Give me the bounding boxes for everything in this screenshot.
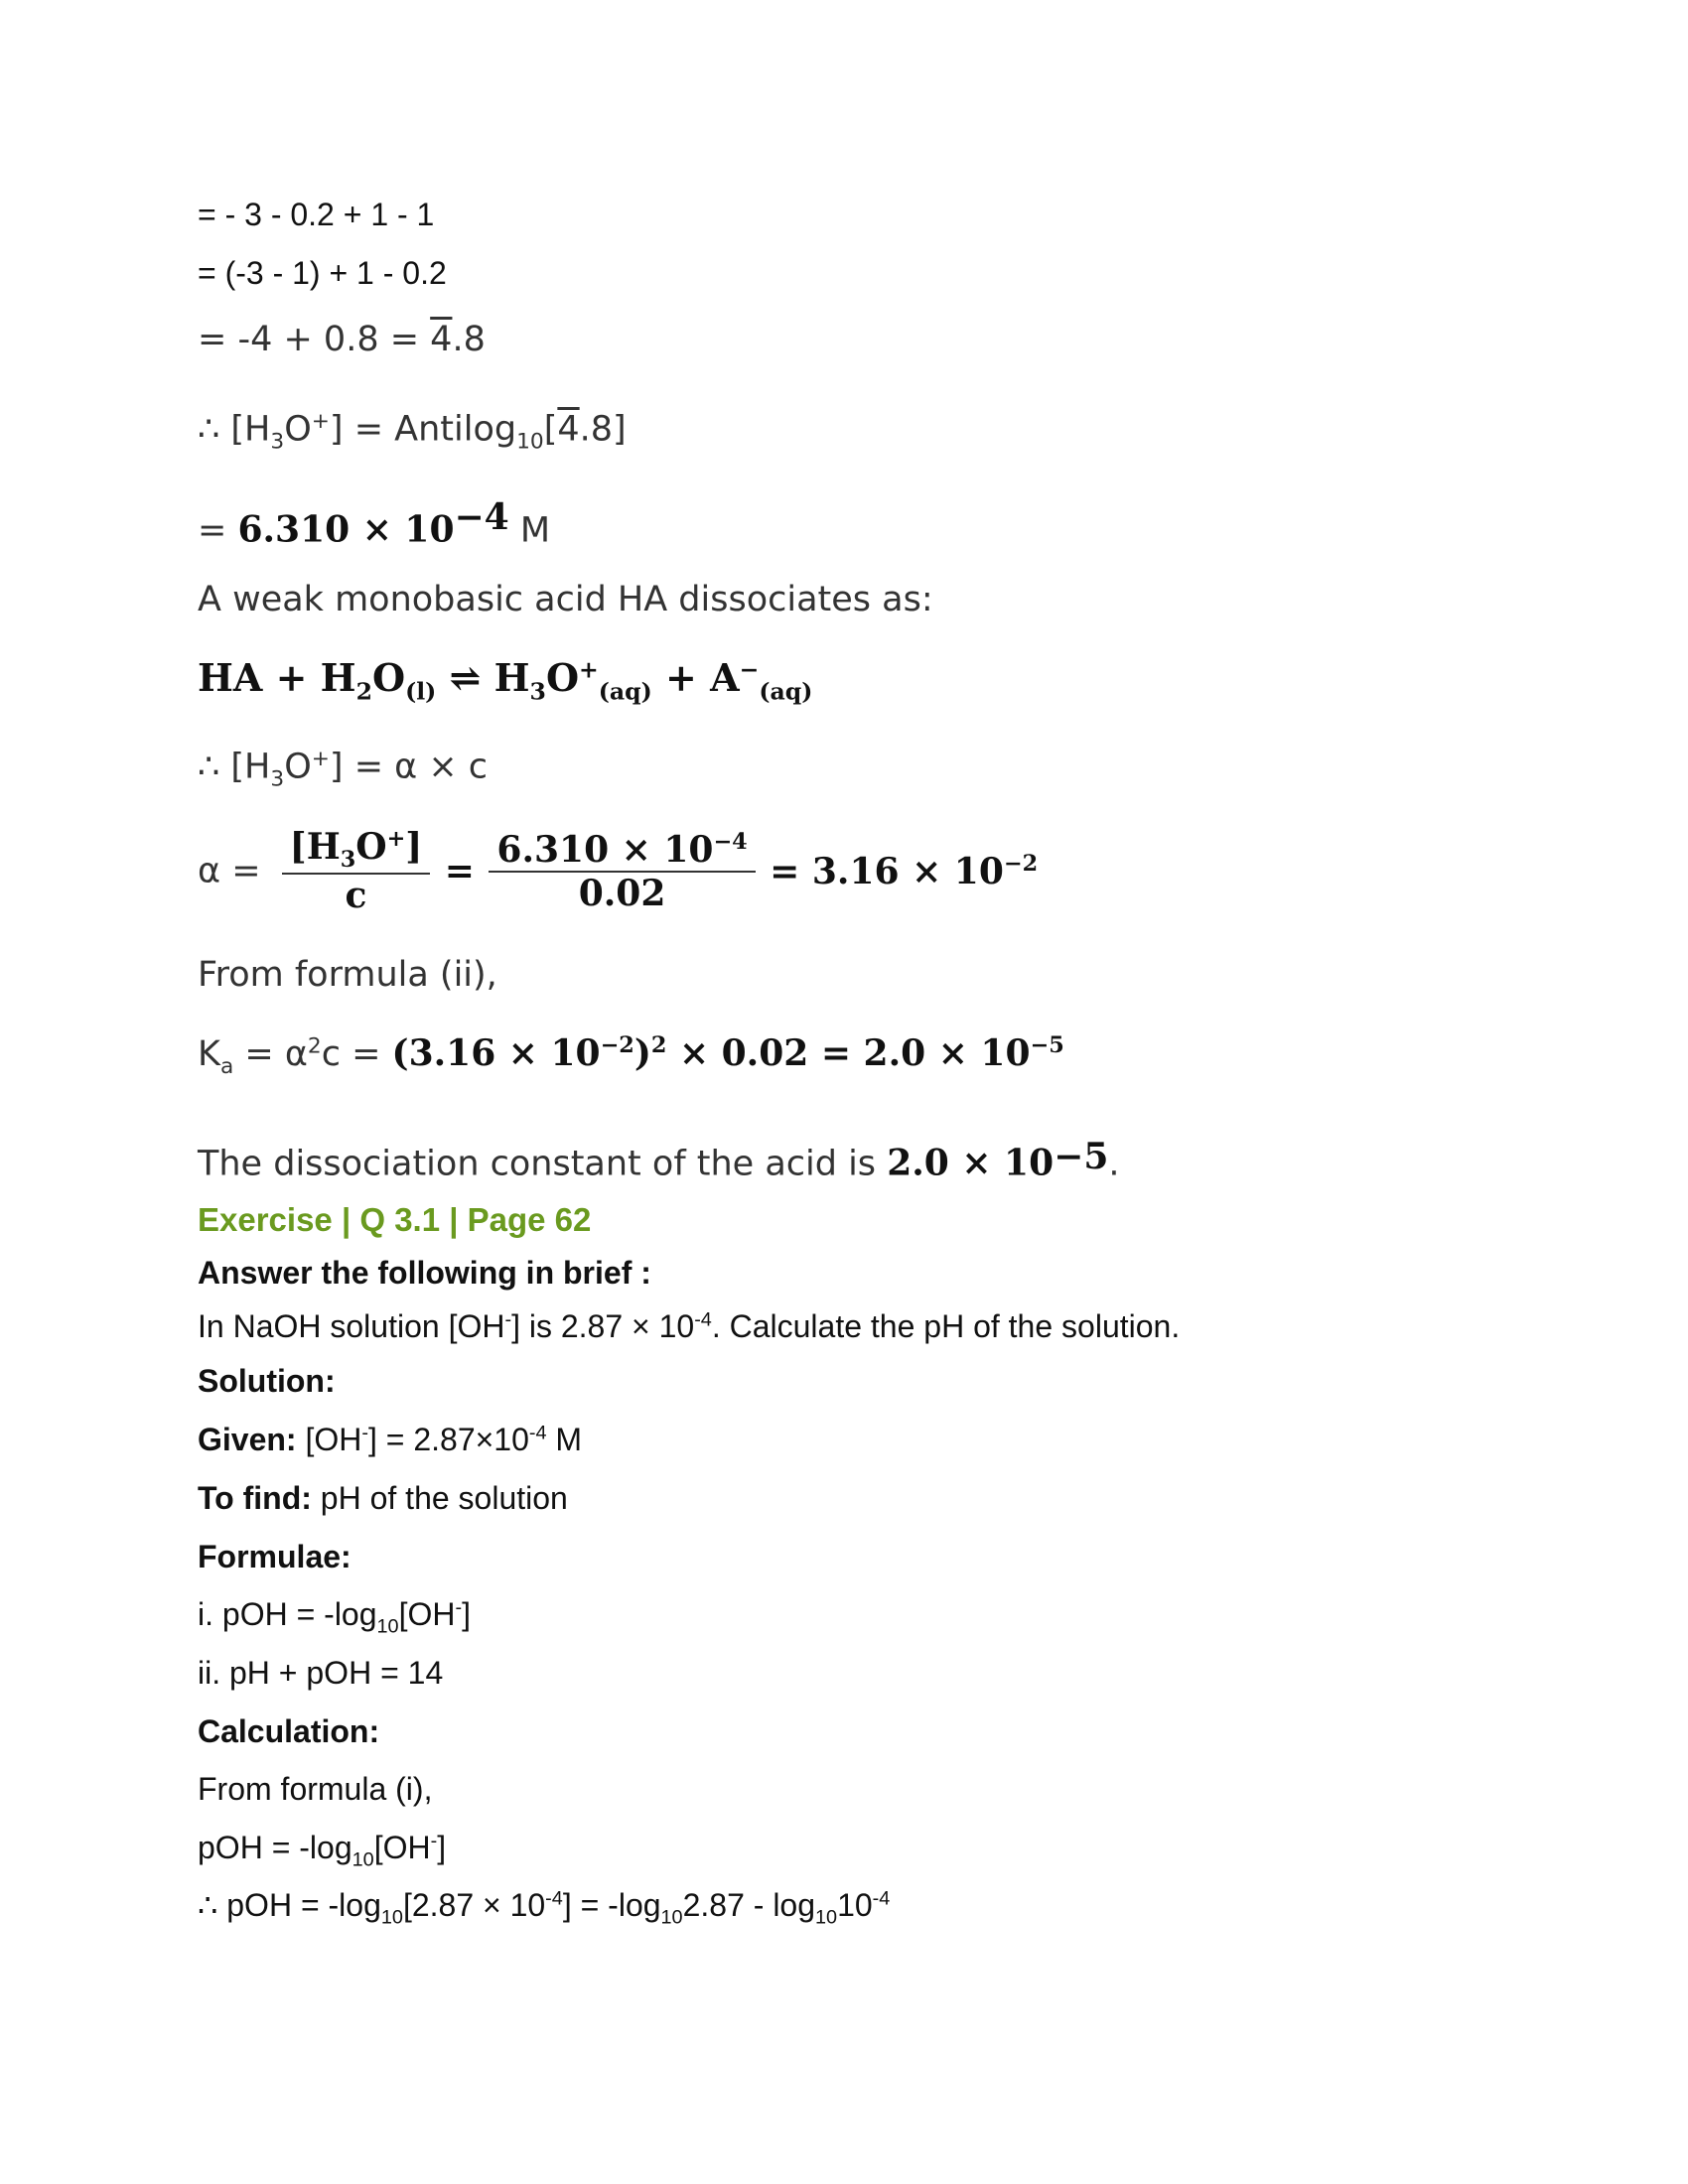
question-text: In NaOH solution [OH-] is $2.87 \times 10^{-4}$. Calculate the pH of the solution. (198, 1308, 1181, 1344)
antilog-line: ∴ $[H_3O^+]$ = Antilog$_{10}$[4.8] (198, 409, 627, 455)
from-formula-ii: From formula (ii), (198, 955, 497, 995)
h3o-alpha-line: ∴ $[H_3O^+] = \alpha \times c$ (198, 747, 489, 792)
calculation-label: Calculation: (198, 1713, 380, 1749)
reaction-equation: HA + $H_2O_{(l)}$ ⇌ $H_3O^+_{(aq)} + A^-_{(aq)}$ (198, 655, 813, 706)
weak-acid-text: A weak monobasic acid HA dissociates as: (198, 580, 933, 619)
result-line: = $6.310 \times 10^{-4}$ M (198, 496, 551, 551)
ka-equation: $K_a = \alpha^2c = (3.16 \times 10^{-2})^2 \times 0.02 = 2.0 \times 10^{-5}$ (198, 1032, 1064, 1079)
from-formula-i: From formula (i), (198, 1771, 433, 1807)
calc-line-3: = -4 + 0.8 = 4.8 (198, 320, 486, 359)
formulae-label: Formulae: (198, 1539, 352, 1574)
solution-label: Solution: (198, 1363, 336, 1399)
alpha-fraction-2: $\frac{6.310 \times 10^{-4}}{0.02}$ (489, 829, 755, 914)
given-line: Given: $[OH^-] = 2.87\times 10^{-4}$ M (198, 1422, 583, 1457)
poh-expansion: ∴ pOH = $-\log_{10}[2.87 \times 10^{-4}] = -\log_{10}2.87 - \log_{10}10^{-4}$ (198, 1887, 891, 1929)
instruction: Answer the following in brief : (198, 1255, 651, 1291)
alpha-fraction-1: $\frac{[H_3O^+]}{c}$ (282, 826, 431, 916)
exercise-header: Exercise | Q 3.1 | Page 62 (198, 1201, 592, 1238)
alpha-equation: α = $\frac{[H_3O^+]}{c}$ = $\frac{6.310 \times 10^{-4}}{0.02}$ = $3.16 \times 10^{-2}$ (198, 826, 1039, 917)
to-find-line: To find: pH of the solution (198, 1480, 568, 1516)
conclusion-line: The dissociation constant of the acid is $2.0 \times 10^{-5}$. (198, 1136, 1120, 1184)
formula-i: i. pOH = $-\log_{10}[OH^-]$ (198, 1596, 471, 1638)
poh-line: pOH = $-\log_{10}[OH^-]$ (198, 1830, 447, 1871)
calc-line-2: = (-3 - 1) + 1 - 0.2 (198, 255, 447, 291)
formula-ii: ii. pH + pOH = 14 (198, 1655, 444, 1691)
calc-line-1: = - 3 - 0.2 + 1 - 1 (198, 197, 435, 232)
